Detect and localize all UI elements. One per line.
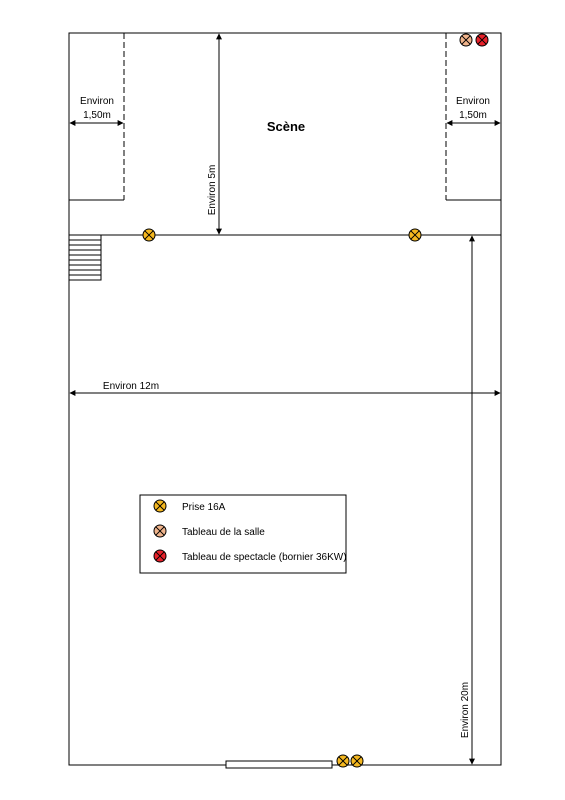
legend-tableau-spectacle-icon	[154, 550, 166, 562]
left-wing-label-2: 1,50m	[83, 110, 111, 121]
hall-length-label: Environ 20m	[460, 681, 471, 739]
legend-prise-16a-icon	[154, 500, 166, 512]
prise-16a-icon	[351, 755, 363, 767]
stage-depth-label: Environ 5m	[207, 164, 218, 216]
legend-tableau-salle-icon	[154, 525, 166, 537]
legend-label-tableau-salle: Tableau de la salle	[182, 527, 265, 538]
legend	[140, 495, 347, 573]
tableau-salle-icon	[460, 34, 472, 46]
legend-label-tableau-spectacle: Tableau de spectacle (bornier 36KW)	[182, 552, 347, 563]
prise-16a-icon	[409, 229, 421, 241]
right-wing-label-2: 1,50m	[459, 110, 487, 121]
right-wing-label-1: Environ	[456, 96, 490, 107]
left-wing-label-1: Environ	[80, 96, 114, 107]
stairs	[69, 235, 101, 280]
entrance-door	[226, 761, 332, 768]
stage-title: Scène	[266, 119, 306, 134]
hall-width-label: Environ 12m	[102, 381, 160, 392]
hall-outline	[69, 33, 501, 765]
prise-16a-icon	[143, 229, 155, 241]
tableau-spectacle-icon	[476, 34, 488, 46]
prise-16a-icon	[337, 755, 349, 767]
legend-label-prise-16a: Prise 16A	[182, 502, 226, 513]
